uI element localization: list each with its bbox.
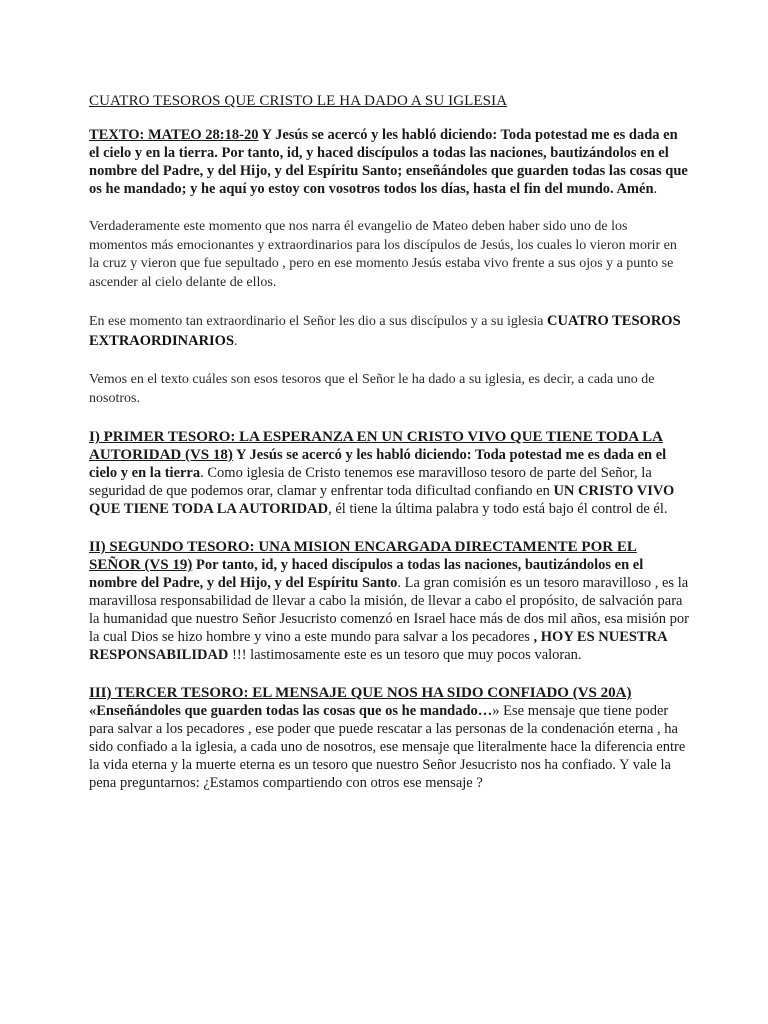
intro-paragraph: Verdaderamente este momento que nos narra él evangelio de Mateo deben haber sido uno de los momentos más emocionantes y extraordinarios para los discípulos de Jesús, los cuales lo vieron morir en la cruz y vieron que fue sepultado , pero en ese momento Jesús estaba vivo frente a sus ojos y a punto se ascender al cielo delante de ellos. — [89, 219, 677, 290]
document-page — [89, 92, 689, 812]
text-reference-label: TEXTO: MATEO 28:18-20 — [89, 127, 259, 143]
section-second-heading: II) SEGUNDO TESORO: UNA MISION ENCARGADA DIRECTAMENTE POR EL SEÑOR (VS 19) — [89, 539, 637, 573]
section-first-heading: I) PRIMER TESORO: LA ESPERANZA EN UN CRISTO VIVO QUE TIENE TODA LA AUTORIDAD (VS 18) — [89, 429, 664, 463]
text-reference-end: . — [653, 181, 658, 197]
section-second-text-end: !!! lastimosamente este es un tesoro que muy pocos valoran. — [228, 647, 582, 663]
we-see-paragraph: Vemos en el texto cuáles son esos tesoros que el Señor le ha dado a su iglesia, es decir, a cada uno de nosotros. — [89, 372, 655, 406]
text-reference-verse: Y Jesús se acercó y les habló diciendo: Toda potestad me es dada en el cielo y en la tierra. Por tanto, id, y haced discípulos a todas las naciones, bautizándolos en el nombre del Padre, y del Hijo, y del Espíritu Santo; enseñándoles que guarden todas las cosas que os he mandado; y he aquí yo estoy con vosotros todos los días, hasta el fin del mundo. Amén — [89, 127, 688, 197]
treasures-text: En ese momento tan extraordinario el Señor les dio a sus discípulos y a su iglesia — [89, 314, 548, 329]
section-first-bold: UN CRISTO VIVO QUE TIENE TODA LA AUTORIDAD — [89, 483, 675, 517]
section-third-verse: «Enseñándoles que guarden todas las cosas que os he mandado… — [89, 703, 493, 719]
section-second-bold: , HOY ES NUESTRA RESPONSABILIDAD — [89, 629, 667, 663]
section-third-heading: III) TERCER TESORO: EL MENSAJE QUE NOS HA SIDO CONFIADO (VS 20A) — [89, 685, 632, 701]
section-first-verse: Y Jesús se acercó y les habló diciendo: Toda potestad me es dada en el cielo y en la tierra — [89, 447, 667, 481]
section-first-treasure — [89, 428, 689, 518]
section-third-text: » Ese mensaje que tiene poder para salvar a los pecadores , ese poder que puede rescatar a las personas de la condenación eterna , ha sido confiado a la iglesia, a cada uno de nosotros, ese mensaje que literalmente hace la diferencia entre la vida eterna y la muerte eterna es un tesoro que nuestro Señor Jesucristo nos ha confiado. Y vale la pena preguntarnos: ¿Estamos compartiendo con otros ese mensaje ? — [89, 703, 686, 791]
section-second-text: . La gran comisión es un tesoro maravilloso , es la maravillosa responsabilidad de llevar a cabo la misión, de llevar a cabo el propósito, de salvación para la humanidad que nuestro Señor Jesucristo comenzó en Israel hace más de dos mil años, esa misión por la cual Dios se hizo hombre y vino a este mundo para salvar a los pecadores — [89, 575, 689, 645]
section-third-treasure — [89, 684, 689, 792]
section-first-text-end: , él tiene la última palabra y todo está bajo él control de él. — [328, 501, 668, 517]
treasures-paragraph — [89, 312, 689, 351]
section-second-treasure — [89, 538, 689, 664]
text-reference-paragraph — [89, 126, 689, 198]
treasures-bold: CUATRO TESOROS EXTRAORDINARIOS — [89, 313, 681, 349]
treasures-end: . — [234, 333, 238, 349]
section-second-verse: Por tanto, id, y haced discípulos a todas las naciones, bautizándolos en el nombre del Padre, y del Hijo, y del Espíritu Santo — [89, 557, 644, 591]
section-first-text: . Como iglesia de Cristo tenemos ese maravilloso tesoro de parte del Señor, la seguridad de que podemos orar, clamar y enfrentar toda dificultad confiando en — [89, 465, 652, 499]
document-title: CUATRO TESOROS QUE CRISTO LE HA DADO A SU IGLESIA — [89, 93, 508, 109]
